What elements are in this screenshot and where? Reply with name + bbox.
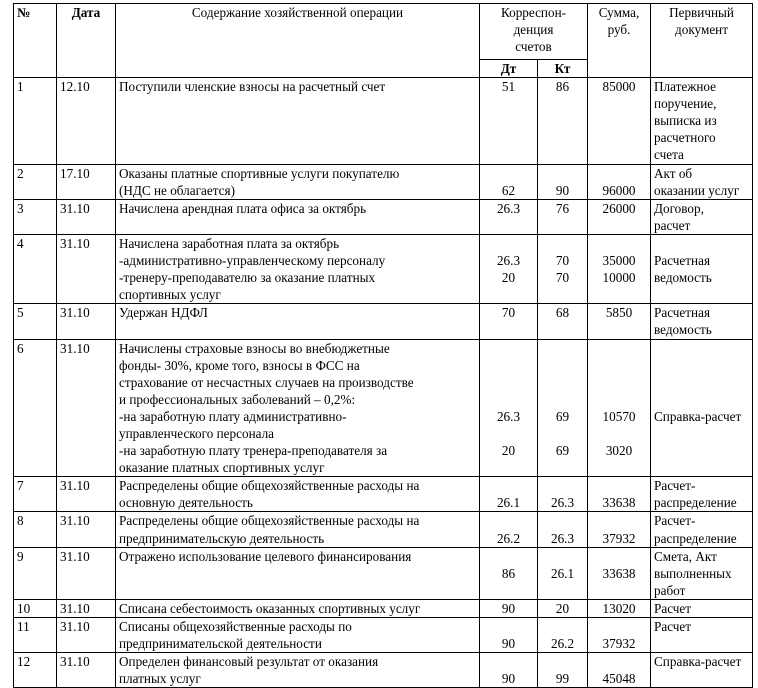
row-debit-line bbox=[483, 340, 534, 357]
row-date: 31.10 bbox=[57, 199, 116, 234]
row-number: 2 bbox=[14, 164, 57, 199]
row-credit-line: 70 bbox=[555, 253, 570, 269]
row-credit-line bbox=[541, 391, 584, 408]
row-credit bbox=[538, 599, 588, 617]
row-debit-line bbox=[483, 357, 534, 374]
row-document-line bbox=[654, 635, 749, 652]
row-amount-line bbox=[591, 459, 647, 476]
row-credit bbox=[538, 339, 588, 477]
row-content-line: Поступили членские взносы на расчетный счет bbox=[119, 79, 386, 95]
table-row bbox=[14, 599, 753, 617]
row-debit-line bbox=[483, 165, 534, 182]
row-content-line: спортивных услуг bbox=[119, 287, 221, 303]
row-date: 31.10 bbox=[57, 618, 116, 653]
row-credit-line: 20 bbox=[555, 600, 570, 616]
row-amount-line bbox=[591, 512, 647, 529]
row-document-line: поручение, bbox=[654, 96, 717, 112]
row-amount-line bbox=[591, 286, 647, 303]
row-number: 8 bbox=[14, 512, 57, 547]
row-credit-line bbox=[541, 477, 584, 494]
row-debit-line bbox=[483, 459, 534, 476]
row-amount-line: 37932 bbox=[602, 530, 636, 546]
operations-table bbox=[13, 3, 753, 688]
row-debit bbox=[480, 547, 538, 599]
row-debit-line bbox=[483, 477, 534, 494]
row-credit bbox=[538, 547, 588, 599]
row-date: 31.10 bbox=[57, 512, 116, 547]
header-num: № bbox=[14, 4, 57, 78]
row-amount-line: 33638 bbox=[602, 495, 636, 511]
table-row bbox=[14, 164, 753, 199]
row-date: 31.10 bbox=[57, 599, 116, 617]
row-number: 6 bbox=[14, 339, 57, 477]
row-content-line: предпринимательскую деятельность bbox=[119, 530, 325, 546]
row-document bbox=[651, 599, 753, 617]
row-debit-line: 90 bbox=[501, 636, 516, 652]
row-document-line: Справка-расчет bbox=[654, 408, 742, 424]
row-credit-line: 26.1 bbox=[550, 565, 575, 581]
header-debit: Дт bbox=[480, 60, 538, 78]
row-amount-line: 10570 bbox=[602, 408, 636, 424]
header-credit: Кт bbox=[538, 60, 588, 78]
row-debit-line: 51 bbox=[501, 79, 516, 95]
row-debit-line: 26.2 bbox=[496, 530, 521, 546]
row-amount bbox=[588, 547, 651, 599]
row-debit-line: 86 bbox=[501, 565, 516, 581]
row-document-line: распределение bbox=[654, 530, 737, 546]
row-amount bbox=[588, 653, 651, 688]
table-row bbox=[14, 512, 753, 547]
table-row bbox=[14, 339, 753, 477]
row-document-line: выписка из bbox=[654, 113, 717, 129]
row-credit-line: 99 bbox=[555, 671, 570, 687]
row-document-line: ведомость bbox=[654, 322, 712, 338]
row-debit-line bbox=[483, 512, 534, 529]
row-document-line: Акт об bbox=[654, 165, 693, 181]
row-debit bbox=[480, 653, 538, 688]
row-document-line: Расчетная bbox=[654, 253, 711, 269]
row-number: 12 bbox=[14, 653, 57, 688]
row-number: 4 bbox=[14, 234, 57, 303]
row-credit bbox=[538, 234, 588, 303]
row-credit bbox=[538, 618, 588, 653]
row-amount bbox=[588, 164, 651, 199]
row-credit-line: 69 bbox=[555, 408, 570, 424]
row-debit-line bbox=[483, 235, 534, 252]
row-amount-line: 37932 bbox=[602, 636, 636, 652]
row-number: 10 bbox=[14, 599, 57, 617]
row-credit-line bbox=[541, 425, 584, 442]
row-date: 31.10 bbox=[57, 547, 116, 599]
row-credit-line: 70 bbox=[555, 270, 570, 286]
row-date: 31.10 bbox=[57, 339, 116, 477]
row-content bbox=[116, 618, 480, 653]
row-credit-line bbox=[541, 548, 584, 565]
row-amount-line bbox=[591, 425, 647, 442]
row-debit-line bbox=[483, 618, 534, 635]
row-credit-line: 86 bbox=[555, 79, 570, 95]
row-content-line: предпринимательской деятельности bbox=[119, 636, 322, 652]
row-debit-line: 70 bbox=[501, 305, 516, 321]
row-document-line: Расчет bbox=[654, 619, 692, 634]
row-date: 31.10 bbox=[57, 653, 116, 688]
row-credit bbox=[538, 512, 588, 547]
row-debit-line: 20 bbox=[501, 443, 516, 459]
row-content-line: -на заработную плату тренера-преподавателя за bbox=[119, 443, 388, 459]
row-content bbox=[116, 653, 480, 688]
row-document-line bbox=[654, 425, 749, 442]
row-amount-line bbox=[591, 357, 647, 374]
row-amount bbox=[588, 234, 651, 303]
header-amount: Сумма, руб. bbox=[588, 4, 651, 78]
row-document-line: ведомость bbox=[654, 270, 712, 286]
row-amount-line: 13020 bbox=[602, 600, 636, 616]
row-credit-line bbox=[541, 357, 584, 374]
row-amount-line bbox=[591, 340, 647, 357]
row-debit bbox=[480, 199, 538, 234]
row-debit-line: 62 bbox=[501, 182, 516, 198]
row-content-line: -тренеру-преподавателю за оказание платных bbox=[119, 270, 376, 286]
row-amount bbox=[588, 618, 651, 653]
row-debit-line: 20 bbox=[501, 270, 516, 286]
row-document-line: Расчет bbox=[654, 600, 692, 616]
row-document-line: Смета, Акт bbox=[654, 548, 717, 564]
row-credit-line bbox=[541, 653, 584, 670]
row-content-line: Удержан НДФЛ bbox=[119, 305, 208, 321]
row-credit bbox=[538, 653, 588, 688]
row-amount-line bbox=[591, 548, 647, 565]
row-amount-line bbox=[591, 653, 647, 670]
row-credit-line bbox=[541, 512, 584, 529]
row-document-line bbox=[654, 670, 749, 687]
row-credit bbox=[538, 304, 588, 339]
row-credit bbox=[538, 477, 588, 512]
row-credit-line bbox=[541, 235, 584, 252]
row-content bbox=[116, 199, 480, 234]
row-document-line bbox=[654, 459, 749, 476]
row-document-line bbox=[654, 374, 749, 391]
row-amount-line bbox=[591, 374, 647, 391]
row-document bbox=[651, 477, 753, 512]
row-debit-line bbox=[483, 653, 534, 670]
row-document bbox=[651, 78, 753, 164]
row-debit bbox=[480, 164, 538, 199]
row-amount-line: 5850 bbox=[605, 305, 633, 321]
row-amount bbox=[588, 339, 651, 477]
row-number: 5 bbox=[14, 304, 57, 339]
table-row bbox=[14, 618, 753, 653]
row-credit-line bbox=[541, 286, 584, 303]
row-content bbox=[116, 547, 480, 599]
row-credit-line: 26.3 bbox=[550, 495, 575, 511]
row-number: 11 bbox=[14, 618, 57, 653]
row-debit bbox=[480, 618, 538, 653]
table-row bbox=[14, 304, 753, 339]
row-document-line: Расчет- bbox=[654, 513, 696, 529]
row-content-line: Начислены страховые взносы во внебюджетные bbox=[119, 340, 390, 356]
header-document: Первичный документ bbox=[651, 4, 753, 78]
row-document-line: Платежное bbox=[654, 79, 717, 95]
row-debit-line: 26.3 bbox=[496, 200, 521, 216]
row-amount-line: 45048 bbox=[602, 671, 636, 687]
row-content-line: и профессиональных заболеваний – 0,2%: bbox=[119, 391, 356, 407]
row-credit bbox=[538, 164, 588, 199]
row-content-line: Начислена арендная плата офиса за октябрь bbox=[119, 200, 367, 216]
row-content-line: платных услуг bbox=[119, 671, 201, 687]
row-credit-line bbox=[541, 374, 584, 391]
row-content-line: оказание платных спортивных услуг bbox=[119, 460, 325, 476]
row-content-line: (НДС не облагается) bbox=[119, 182, 235, 198]
table-row bbox=[14, 78, 753, 164]
row-content-line: основную деятельность bbox=[119, 495, 253, 511]
row-date: 31.10 bbox=[57, 477, 116, 512]
row-amount bbox=[588, 512, 651, 547]
row-content-line: управленческого персонала bbox=[119, 425, 275, 441]
row-content bbox=[116, 477, 480, 512]
row-content-line: страхование от несчастных случаев на производстве bbox=[119, 374, 414, 390]
row-amount-line: 33638 bbox=[602, 565, 636, 581]
row-content bbox=[116, 164, 480, 199]
row-date: 31.10 bbox=[57, 234, 116, 303]
row-amount-line: 10000 bbox=[602, 270, 636, 286]
row-number: 3 bbox=[14, 199, 57, 234]
row-document-line bbox=[654, 391, 749, 408]
header-correspondence: Корреспон-денция счетов bbox=[480, 4, 588, 60]
row-document-line bbox=[654, 235, 749, 252]
row-document bbox=[651, 618, 753, 653]
row-content bbox=[116, 599, 480, 617]
row-document-line bbox=[654, 286, 749, 303]
row-content-line: -на заработную плату административно- bbox=[119, 408, 347, 424]
row-debit-line bbox=[483, 374, 534, 391]
row-document bbox=[651, 339, 753, 477]
row-amount-line: 26000 bbox=[602, 200, 636, 216]
row-content-line: Списаны общехозяйственные расходы по bbox=[119, 619, 352, 634]
row-credit-line: 90 bbox=[555, 182, 570, 198]
row-content-line: Начислена заработная плата за октябрь bbox=[119, 235, 340, 251]
row-document bbox=[651, 512, 753, 547]
row-document-line bbox=[654, 442, 749, 459]
row-credit-line: 26.2 bbox=[550, 636, 575, 652]
row-content-line: Распределены общие общехозяйственные расходы на bbox=[119, 478, 420, 494]
row-date: 31.10 bbox=[57, 304, 116, 339]
row-document-line: работ bbox=[654, 582, 686, 598]
row-debit-line: 90 bbox=[501, 600, 516, 616]
row-document bbox=[651, 653, 753, 688]
row-content bbox=[116, 512, 480, 547]
row-document-line: счета bbox=[654, 147, 684, 163]
row-debit bbox=[480, 234, 538, 303]
row-debit bbox=[480, 599, 538, 617]
row-amount-line bbox=[591, 477, 647, 494]
header-date: Дата bbox=[57, 4, 116, 78]
row-content bbox=[116, 234, 480, 303]
row-amount-line bbox=[591, 391, 647, 408]
row-credit-line bbox=[541, 165, 584, 182]
row-content-line: Определен финансовый результат от оказания bbox=[119, 654, 379, 670]
row-debit bbox=[480, 477, 538, 512]
row-document-line: оказании услуг bbox=[654, 182, 740, 198]
table-row bbox=[14, 234, 753, 303]
row-credit-line bbox=[541, 459, 584, 476]
row-debit-line: 26.3 bbox=[496, 253, 521, 269]
row-amount bbox=[588, 304, 651, 339]
row-amount bbox=[588, 78, 651, 164]
row-credit-line: 69 bbox=[555, 443, 570, 459]
row-debit bbox=[480, 78, 538, 164]
row-content-line: Списана себестоимость оказанных спортивных услуг bbox=[119, 600, 421, 616]
row-number: 9 bbox=[14, 547, 57, 599]
row-document-line: Расчет- bbox=[654, 478, 696, 494]
row-content bbox=[116, 78, 480, 164]
row-number: 7 bbox=[14, 477, 57, 512]
row-date: 17.10 bbox=[57, 164, 116, 199]
row-content-line: Отражено использование целевого финансирования bbox=[119, 548, 412, 564]
row-amount bbox=[588, 199, 651, 234]
row-date: 12.10 bbox=[57, 78, 116, 164]
row-document-line bbox=[654, 357, 749, 374]
row-document-line: выполненных bbox=[654, 565, 732, 581]
row-document bbox=[651, 199, 753, 234]
row-amount-line: 96000 bbox=[602, 182, 636, 198]
row-credit bbox=[538, 78, 588, 164]
row-document-line: Расчетная bbox=[654, 305, 711, 321]
row-amount-line: 85000 bbox=[602, 79, 636, 95]
row-debit-line bbox=[483, 286, 534, 303]
row-amount-line: 3020 bbox=[605, 443, 633, 459]
table-row bbox=[14, 653, 753, 688]
row-content bbox=[116, 304, 480, 339]
header-content: Содержание хозяйственной операции bbox=[116, 4, 480, 78]
row-document-line: распределение bbox=[654, 495, 737, 511]
row-document-line: Справка-расчет bbox=[654, 654, 742, 670]
row-document-line: расчетного bbox=[654, 130, 716, 146]
row-content-line: -административно-управленческому персоналу bbox=[119, 253, 386, 269]
row-debit bbox=[480, 339, 538, 477]
row-document bbox=[651, 234, 753, 303]
row-document-line: Договор, bbox=[654, 200, 704, 216]
table-row bbox=[14, 477, 753, 512]
row-credit-line bbox=[541, 618, 584, 635]
row-debit bbox=[480, 304, 538, 339]
row-debit-line bbox=[483, 425, 534, 442]
row-credit-line bbox=[541, 340, 584, 357]
row-debit bbox=[480, 512, 538, 547]
row-amount-line bbox=[591, 618, 647, 635]
row-debit-line bbox=[483, 548, 534, 565]
row-debit-line: 26.3 bbox=[496, 408, 521, 424]
row-credit-line: 26.3 bbox=[550, 530, 575, 546]
row-content-line: фонды- 30%, кроме того, взносы в ФСС на bbox=[119, 357, 360, 373]
row-document-line: расчет bbox=[654, 217, 691, 233]
row-number: 1 bbox=[14, 78, 57, 164]
row-credit-line: 68 bbox=[555, 305, 570, 321]
table-row bbox=[14, 199, 753, 234]
row-credit-line: 76 bbox=[555, 200, 570, 216]
row-amount bbox=[588, 477, 651, 512]
row-debit-line: 26.1 bbox=[496, 495, 521, 511]
row-document-line bbox=[654, 340, 749, 357]
row-amount bbox=[588, 599, 651, 617]
row-content bbox=[116, 339, 480, 477]
row-debit-line: 90 bbox=[501, 671, 516, 687]
row-document bbox=[651, 547, 753, 599]
table-row bbox=[14, 547, 753, 599]
row-document bbox=[651, 304, 753, 339]
row-amount-line bbox=[591, 165, 647, 182]
row-content-line: Оказаны платные спортивные услуги покупателю bbox=[119, 165, 400, 181]
row-document bbox=[651, 164, 753, 199]
row-amount-line bbox=[591, 235, 647, 252]
row-amount-line: 35000 bbox=[602, 253, 636, 269]
row-content-line: Распределены общие общехозяйственные расходы на bbox=[119, 513, 420, 529]
row-credit bbox=[538, 199, 588, 234]
row-debit-line bbox=[483, 391, 534, 408]
